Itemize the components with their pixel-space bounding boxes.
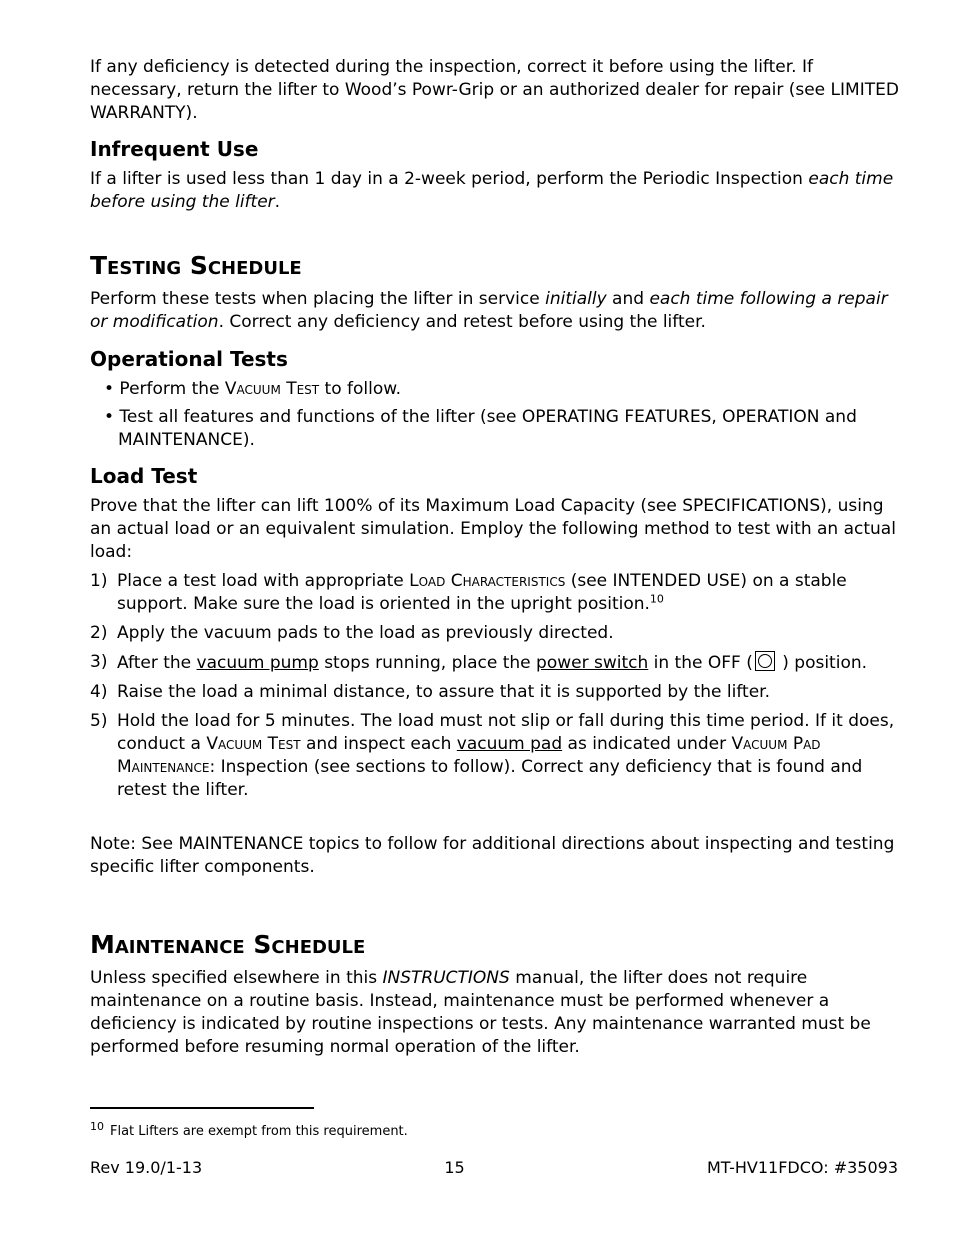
vacuum-pad-link: vacuum pad [456, 734, 563, 754]
footer-document-id: MT-HV11FDCO: #35093 [706, 1158, 898, 1177]
power-switch-link: power switch [536, 653, 649, 673]
infrequent-use-paragraph [90, 168, 900, 214]
load-step-4 [90, 681, 900, 704]
off-position-icon [755, 651, 775, 671]
s3-a: After the [117, 653, 197, 673]
s1-load-characteristics: Load Characteristics [409, 571, 566, 591]
footnote-separator [90, 1107, 314, 1109]
page-footer [90, 1158, 898, 1177]
footer-page-number: 15 [444, 1158, 465, 1177]
infrequent-use-heading: Infrequent Use [90, 137, 259, 161]
testing-schedule-heading: Testing Schedule [90, 251, 302, 280]
step-number: 3) [90, 652, 108, 672]
step-number: 5) [90, 711, 108, 731]
footnote-text: Flat Lifters are exempt from this requirement. [110, 1124, 408, 1139]
operational-bullet-1 [90, 378, 900, 401]
infrequent-text-before: If a lifter is used less than 1 day in a 2-week period, perform the Periodic Inspection [90, 169, 809, 189]
load-step-1 [90, 570, 900, 616]
infrequent-text-italic: each time before using the lifter [90, 169, 894, 212]
step-text [117, 710, 900, 802]
load-step-3 [90, 651, 900, 675]
testing-schedule-paragraph [90, 288, 900, 334]
maintenance-schedule-heading: Maintenance Schedule [90, 930, 366, 959]
s5-vacuum-test: Vacuum Test [206, 734, 301, 754]
op-b1-a: • Perform the [104, 379, 225, 399]
s5-d: : Inspection (see sections to follow). Correct any deficiency that is found and retest the lifter. [117, 757, 863, 800]
step-number: 4) [90, 682, 108, 702]
s1-a: Place a test load with appropriate [117, 571, 410, 591]
intro-paragraph: If any deficiency is detected during the inspection, correct it before using the lifter. If necessary, return the lifter to Wood’s Powr-Grip or an authorized dealer for repair (see LIMITED WARRANTY). [90, 57, 899, 123]
s1-b: (see INTENDED USE) on a stable support. Make sure the load is oriented in the upright position. [117, 571, 847, 614]
step-text [117, 570, 900, 616]
maint-text-a: Unless specified elsewhere in this [90, 968, 383, 988]
infrequent-text-after: . [274, 192, 281, 212]
step-number: 1) [90, 571, 108, 591]
step-text: Apply the vacuum pads to the load as previously directed. [117, 623, 614, 643]
operational-bullet-2: • Test all features and functions of the lifter (see OPERATING FEATURES, OPERATION and MAINTENANCE). [104, 407, 857, 450]
testing-text-c: . Correct any deficiency and retest before using the lifter. [218, 312, 706, 332]
vacuum-pump-link: vacuum pump [196, 653, 319, 673]
step-text: Raise the load a minimal distance, to assure that it is supported by the lifter. [117, 682, 771, 702]
load-step-2 [90, 622, 900, 645]
footer-revision: Rev 19.0/1-13 [90, 1158, 203, 1177]
s3-d: ) position. [776, 653, 868, 673]
maint-instructions: INSTRUCTIONS [382, 968, 510, 988]
step-text [117, 651, 900, 675]
s3-b: stops running, place the [318, 653, 537, 673]
load-test-intro: Prove that the lifter can lift 100% of its Maximum Load Capacity (see SPECIFICATIONS), using an actual load or an equivalent simulation. Employ the following method to test with an actual load: [90, 496, 896, 562]
operational-tests-heading: Operational Tests [90, 347, 288, 371]
footnote-number: 10 [90, 1119, 104, 1133]
load-test-heading: Load Test [90, 464, 198, 488]
page-body [90, 56, 900, 1059]
note-paragraph: Note: See MAINTENANCE topics to follow for additional directions about inspecting and testing specific lifter components. [90, 834, 895, 877]
testing-text-each-time: each time following a repair or modification [90, 289, 888, 332]
footnote [90, 1119, 408, 1139]
testing-text-a: Perform these tests when placing the lifter in service [90, 289, 546, 309]
testing-text-b: and [606, 289, 650, 309]
maint-text-b: manual, the lifter does not require maintenance on a routine basis. Instead, maintenance must be performed whenever a deficiency is indicated by routine inspections or tests. Any maintenance warranted must be performed before resuming normal operation of the lifter. [90, 968, 871, 1057]
op-b1-vacuum-test: Vacuum Test [224, 379, 320, 399]
footnote-ref: 10 [649, 592, 664, 606]
s5-a: Hold the load for 5 minutes. The load must not slip or fall during this time period. If it does, conduct a [117, 711, 895, 754]
maintenance-schedule-paragraph [90, 967, 900, 1059]
s5-b: and inspect each [300, 734, 457, 754]
op-b1-b: to follow. [319, 379, 401, 399]
s5-c: as indicated under [562, 734, 732, 754]
s5-vacuum-pad-maintenance: Vacuum Pad Maintenance [117, 734, 821, 777]
s3-c: in the OFF ( [648, 653, 753, 673]
step-number: 2) [90, 623, 108, 643]
load-step-5 [90, 710, 900, 802]
testing-text-initially: initially [545, 289, 607, 309]
